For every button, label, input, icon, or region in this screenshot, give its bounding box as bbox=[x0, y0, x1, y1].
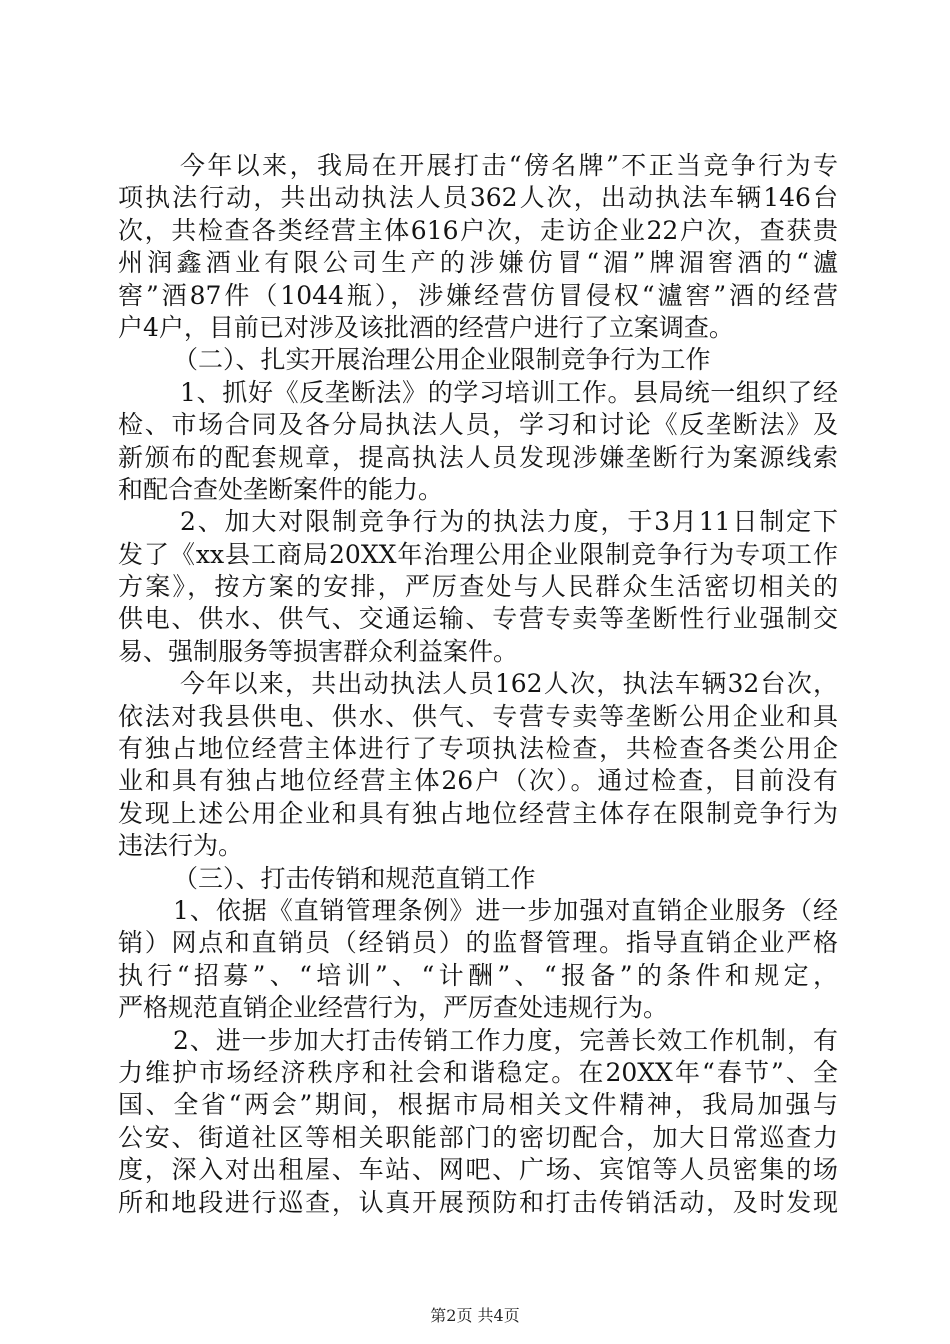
text-line: 新颁布的配套规章，提高执法人员发现涉嫌垄断行为案源线索 bbox=[118, 442, 838, 472]
text-line: 国、全省“两会”期间，根据市局相关文件精神，我局加强与 bbox=[118, 1090, 838, 1120]
text-line: 力维护市场经济秩序和社会和谐稳定。在20XX年“春节”、全 bbox=[118, 1057, 838, 1087]
text-line: 依法对我县供电、供水、供气、专营专卖等垄断公用企业和具 bbox=[118, 701, 838, 731]
page-footer: 第2页 共4页 bbox=[430, 1306, 520, 1325]
text-line: 严格规范直销企业经营行为，严厉查处违规行为。 bbox=[118, 993, 669, 1023]
document-body bbox=[118, 150, 838, 1219]
text-line: 今年以来，共出动执法人员162人次，执法车辆32台次， bbox=[180, 669, 838, 699]
text-line: 所和地段进行巡查，认真开展预防和打击传销活动，及时发现 bbox=[118, 1187, 838, 1217]
text-line: 发现上述公用企业和具有独占地位经营主体存在限制竞争行为 bbox=[118, 798, 838, 828]
text-line: 方案》，按方案的安排，严厉查处与人民群众生活密切相关的 bbox=[118, 572, 838, 602]
text-line: 2、加大对限制竞争行为的执法力度，于3月11日制定下 bbox=[180, 507, 838, 537]
text-line: 和配合查处垄断案件的能力。 bbox=[118, 474, 444, 504]
text-line: 1、抓好《反垄断法》的学习培训工作。县局统一组织了经 bbox=[180, 377, 838, 407]
text-line: 有独占地位经营主体进行了专项执法检查，共检查各类公用企 bbox=[118, 734, 838, 764]
text-line: 执行“招募”、“培训”、“计酬”、“报备”的条件和规定， bbox=[118, 960, 838, 990]
text-line: （二）、扎实开展治理公用企业限制竞争行为工作 bbox=[173, 345, 711, 375]
text-line: 易、强制服务等损害群众利益案件。 bbox=[118, 636, 519, 666]
text-line: 窖”酒87件（1044瓶），涉嫌经营仿冒侵权“瀘窖”酒的经营 bbox=[118, 280, 838, 310]
text-line: 销）网点和直销员（经销员）的监督管理。指导直销企业严格 bbox=[118, 928, 838, 958]
text-line: 公安、街道社区等相关职能部门的密切配合，加大日常巡查力 bbox=[118, 1122, 838, 1152]
text-line: （三）、打击传销和规范直销工作 bbox=[173, 863, 536, 893]
text-line: 业和具有独占地位经营主体26户（次）。通过检查，目前没有 bbox=[118, 766, 838, 796]
text-line: 违法行为。 bbox=[118, 831, 244, 861]
text-line: 2、进一步加大打击传销工作力度，完善长效工作机制，有 bbox=[173, 1025, 838, 1055]
text-line: 今年以来，我局在开展打击“傍名牌”不正当竞争行为专 bbox=[180, 151, 838, 180]
text-line: 1、依据《直销管理条例》进一步加强对直销企业服务（经 bbox=[173, 895, 838, 925]
text-line: 州润鑫酒业有限公司生产的涉嫌仿冒“湄”牌湄窖酒的“瀘 bbox=[118, 248, 838, 278]
text-line: 户4户，目前已对涉及该批酒的经营户进行了立案调查。 bbox=[118, 312, 734, 342]
text-line: 次，共检查各类经营主体616户次，走访企业22户次，查获贵 bbox=[118, 215, 838, 245]
text-line: 项执法行动，共出动执法人员362人次，出动执法车辆146台 bbox=[118, 183, 838, 213]
text-line: 检、市场合同及各分局执法人员，学习和讨论《反垄断法》及 bbox=[118, 410, 838, 440]
text-line: 度，深入对出租屋、车站、网吧、广场、宾馆等人员密集的场 bbox=[118, 1155, 838, 1185]
text-line: 供电、供水、供气、交通运输、专营专卖等垄断性行业强制交 bbox=[118, 604, 838, 634]
text-line: 发了《xx县工商局20XX年治理公用企业限制竞争行为专项工作 bbox=[118, 539, 838, 569]
